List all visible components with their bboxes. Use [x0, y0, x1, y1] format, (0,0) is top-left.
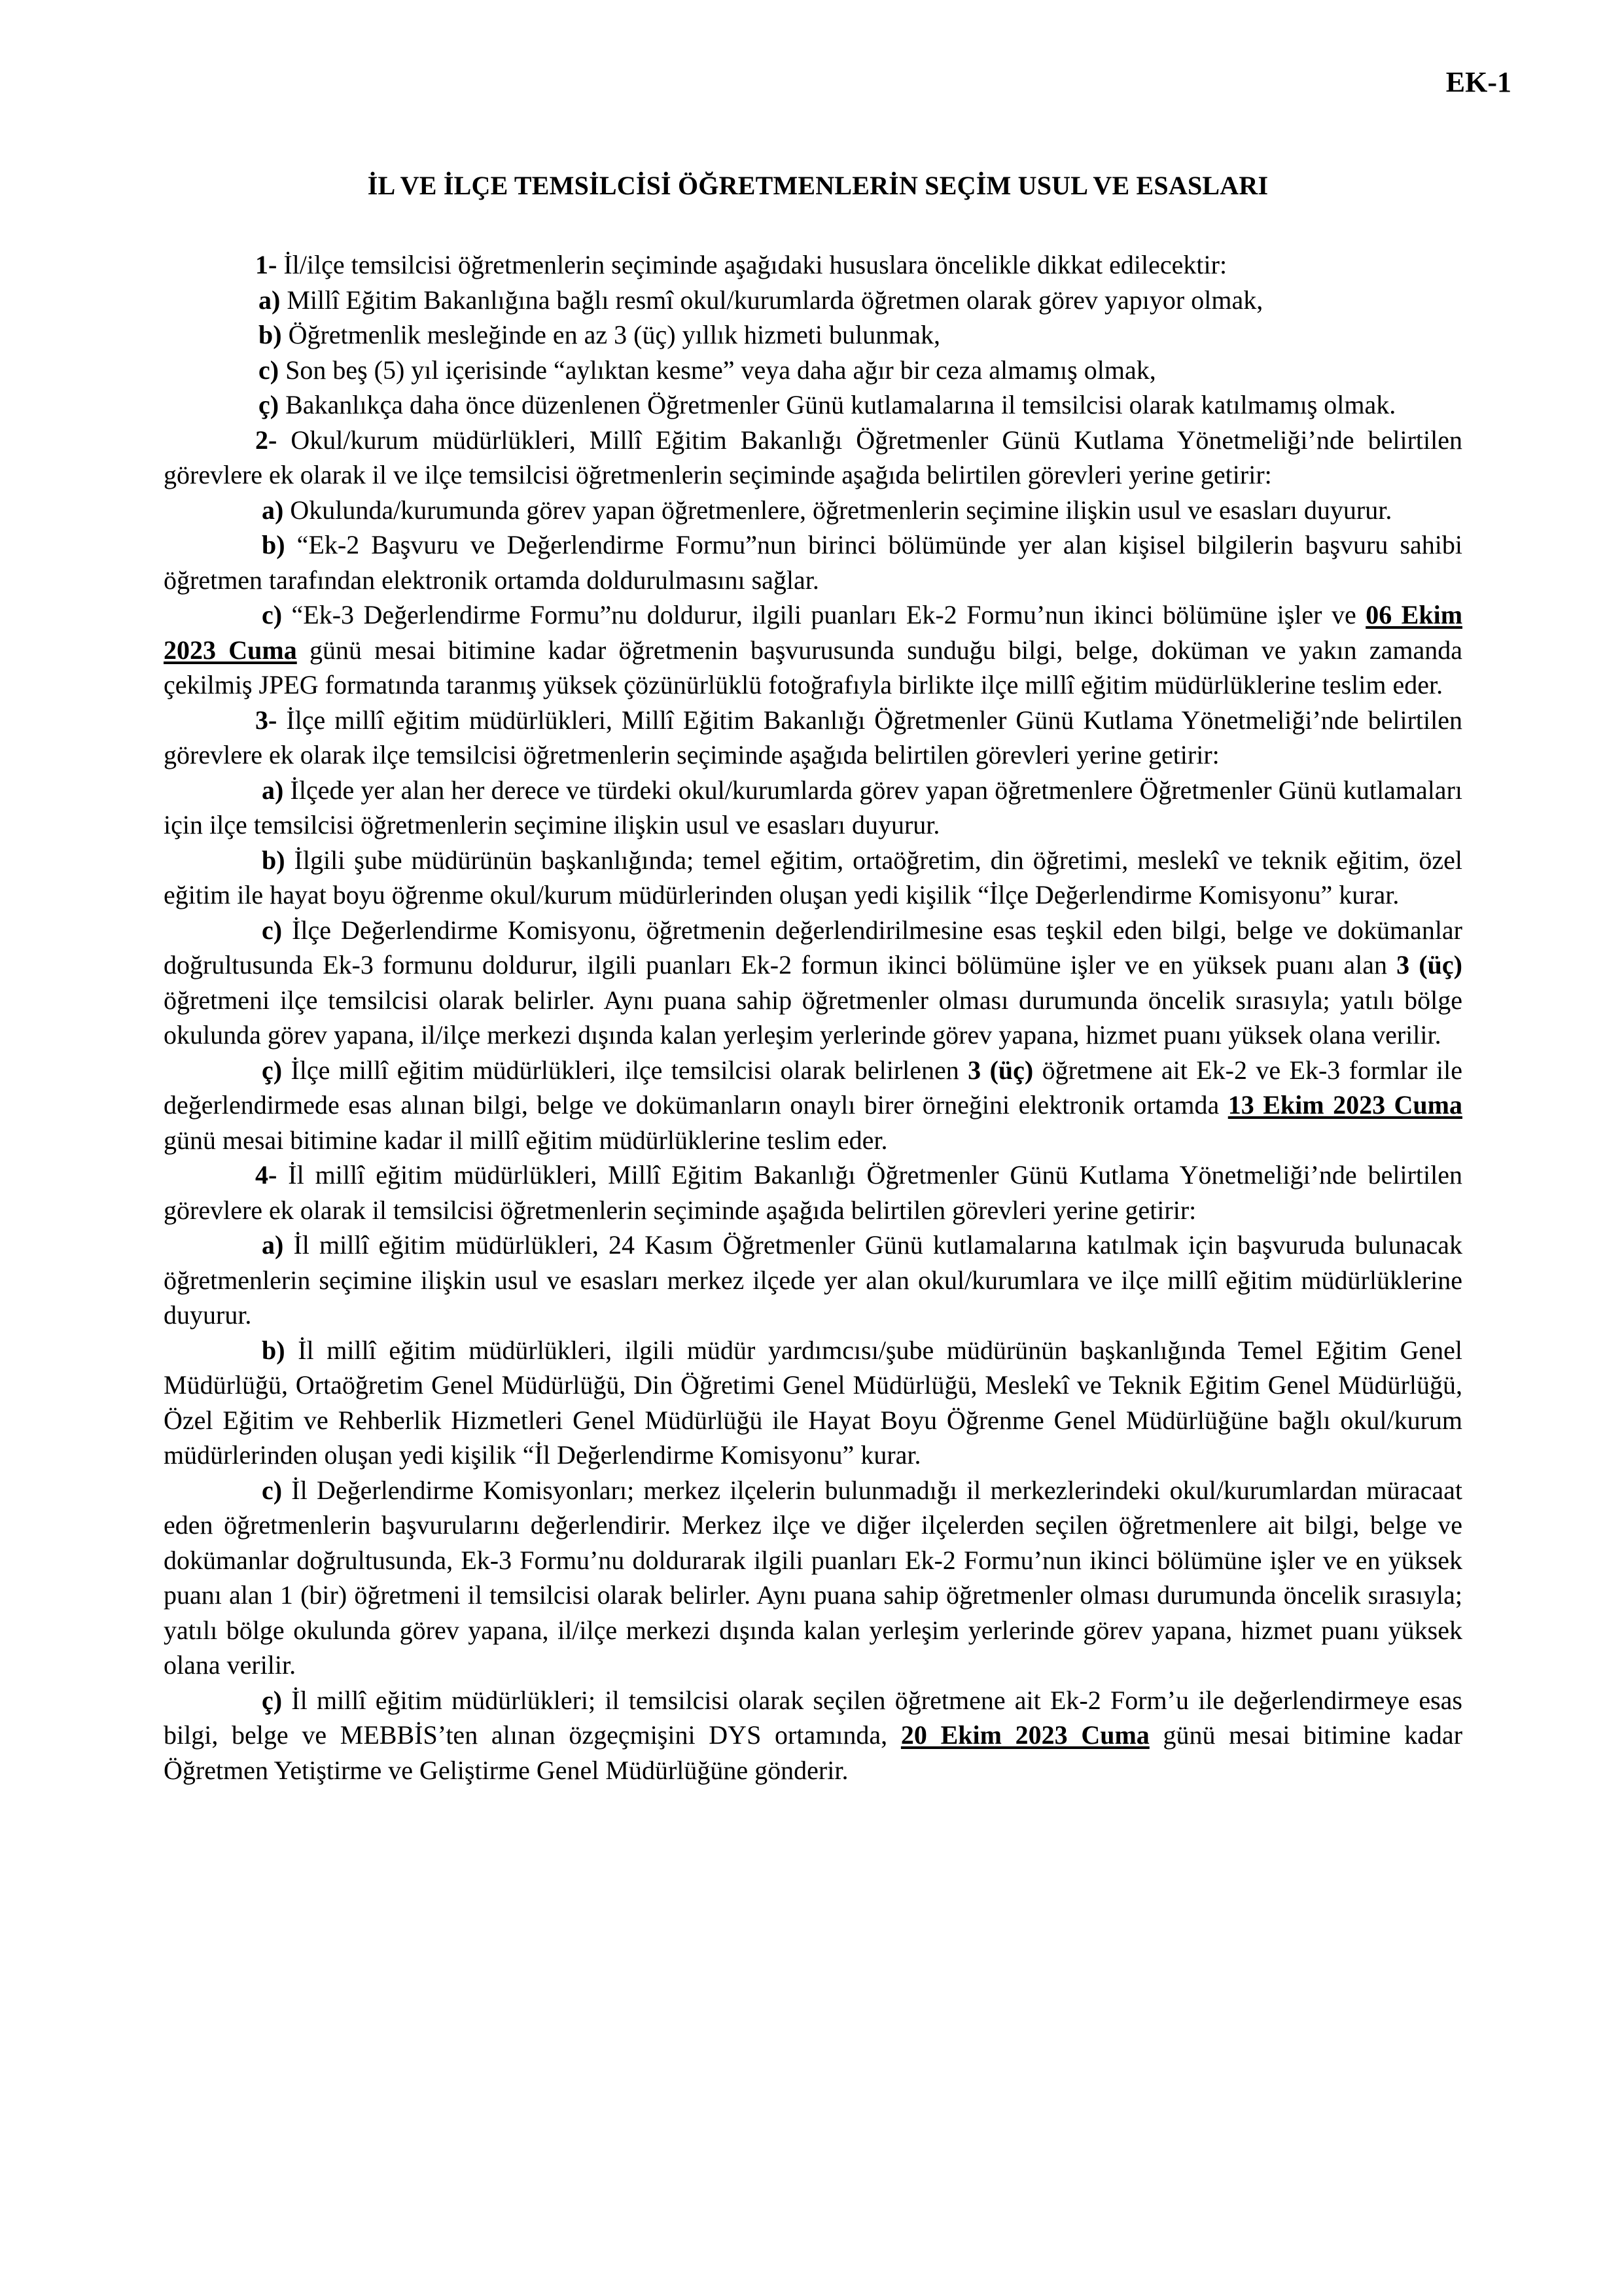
section-1-item-cc: ç) Bakanlıkça daha önce düzenlenen Öğretmenler Günü kutlamalarına il temsilcisi olarak katılmamış olmak.	[258, 390, 1396, 419]
document-body	[164, 247, 1462, 1788]
document-title: İL VE İLÇE TEMSİLCİSİ ÖĞRETMENLERİN SEÇİM USUL VE ESASLARI	[367, 171, 1269, 200]
section-1-item-b: b) Öğretmenlik mesleğinde en az 3 (üç) yıllık hizmeti bulunmak,	[258, 320, 940, 349]
section-4-intro: 4- İl millî eğitim müdürlükleri, Millî Eğitim Bakanlığı Öğretmenler Günü Kutlama Yönetmeliği’nde belirtilen görevlere ek olarak il temsilcisi öğretmenlerin seçiminde aşağıda belirtilen görevleri yerine getirir:	[164, 1160, 1462, 1225]
section-3-item-a: a) İlçede yer alan her derece ve türdeki okul/kurumlarda görev yapan öğretmenlere Öğretmenler Günü kutlamaları için ilçe temsilcisi öğretmenlerin seçimine ilişkin usul ve esasları duyurur.	[164, 775, 1462, 839]
section-4-item-b: b) İl millî eğitim müdürlükleri, ilgili müdür yardımcısı/şube müdürünün başkanlığında Temel Eğitim Genel Müdürlüğü, Ortaöğretim Genel Müdürlüğü, Din Öğretimi Genel Müdürlüğü, Meslekî ve Teknik Eğitim Genel Müdürlüğü, Özel Eğitim ve Rehberlik Hizmetleri Genel Müdürlüğü ile Hayat Boyu Öğrenme Genel Müdürlüğüne bağlı okul/kurum müdürlerinden oluşan yedi kişilik “İl Değerlendirme Komisyonu” kurar.	[164, 1335, 1462, 1470]
annex-label: EK-1	[1445, 66, 1511, 98]
section-2-intro: 2- Okul/kurum müdürlükleri, Millî Eğitim Bakanlığı Öğretmenler Günü Kutlama Yönetmeliği’nde belirtilen görevlere ek olarak il ve ilçe temsilcisi öğretmenlerin seçiminde aşağıda belirtilen görevleri yerine getirir:	[164, 425, 1462, 489]
section-2-item-a: a) Okulunda/kurumunda görev yapan öğretmenlere, öğretmenlerin seçimine ilişkin usul ve esasları duyurur.	[262, 495, 1392, 525]
section-1-item-c: c) Son beş (5) yıl içerisinde “aylıktan kesme” veya daha ağır bir ceza almamış olmak,	[258, 355, 1156, 385]
deadline-date: 20 Ekim 2023 Cuma	[900, 1720, 1150, 1750]
section-2-item-c: c) “Ek-3 Değerlendirme Formu”nu doldurur, ilgili puanları Ek-2 Formu’nun ikinci bölümüne işler ve 06 Ekim 2023 Cuma günü mesai bitimine kadar öğretmenin başvurusunda sunduğu bilgi, belge, doküman ve yakın zamanda çekilmiş JPEG formatında taranmış yüksek çözünürlüklü fotoğrafıyla birlikte ilçe millî eğitim müdürlüklerine teslim eder.	[164, 600, 1463, 699]
deadline-date: 13 Ekim 2023 Cuma	[1227, 1090, 1462, 1120]
section-1-intro: 1- İl/ilçe temsilcisi öğretmenlerin seçiminde aşağıdaki hususlara öncelikle dikkat edilecektir:	[255, 250, 1227, 279]
section-4-item-a: a) İl millî eğitim müdürlükleri, 24 Kasım Öğretmenler Günü kutlamalarına katılmak için başvuruda bulunacak öğretmenlerin seçimine ilişkin usul ve esasları merkez ilçede yer alan okul/kurumlara ve ilçe millî eğitim müdürlüklerine duyurur.	[164, 1230, 1462, 1330]
section-3-intro: 3- İlçe millî eğitim müdürlükleri, Millî Eğitim Bakanlığı Öğretmenler Günü Kutlama Yönetmeliği’nde belirtilen görevlere ek olarak ilçe temsilcisi öğretmenlerin seçiminde aşağıda belirtilen görevleri yerine getirir:	[164, 705, 1462, 769]
section-2-item-b: b) “Ek-2 Başvuru ve Değerlendirme Formu”nun birinci bölümünde yer alan kişisel bilgilerin başvuru sahibi öğretmen tarafından elektronik ortamda doldurulmasını sağlar.	[164, 530, 1462, 595]
section-3-item-c: c) İlçe Değerlendirme Komisyonu, öğretmenin değerlendirilmesine esas teşkil eden bilgi, belge ve dokümanlar doğrultusunda Ek-3 formunu doldurur, ilgili puanları Ek-2 formun ikinci bölümüne işler ve en yüksek puanı alan 3 (üç) öğretmeni ilçe temsilcisi olarak belirler. Aynı puana sahip öğretmenler olması durumunda öncelik sırasıyla; yatılı bölge okulunda görev yapana, il/ilçe merkezi dışında kalan yerleşim yerlerinde görev yapana, hizmet puanı yüksek olana verilir.	[164, 915, 1462, 1050]
section-3-item-cc: ç) İlçe millî eğitim müdürlükleri, ilçe temsilcisi olarak belirlenen 3 (üç) öğretmene ait Ek-2 ve Ek-3 formlar ile değerlendirmede esas alınan bilgi, belge ve dokümanların onaylı birer örneğini elektronik ortamda 13 Ekim 2023 Cuma günü mesai bitimine kadar il millî eğitim müdürlüklerine teslim eder.	[164, 1055, 1462, 1155]
section-4-item-cc: ç) İl millî eğitim müdürlükleri; il temsilcisi olarak seçilen öğretmene ait Ek-2 Form’u ile değerlendirmeye esas bilgi, belge ve MEBBİS’ten alınan özgeçmişini DYS ortamında, 20 Ekim 2023 Cuma günü mesai bitimine kadar Öğretmen Yetiştirme ve Geliştirme Genel Müdürlüğüne gönderir.	[164, 1685, 1463, 1785]
section-1-item-a: a) Millî Eğitim Bakanlığına bağlı resmî okul/kurumlarda öğretmen olarak görev yapıyor olmak,	[258, 285, 1263, 315]
section-4-item-c: c) İl Değerlendirme Komisyonları; merkez ilçelerin bulunmadığı il merkezlerindeki okul/kurumlardan müracaat eden öğretmenlerin başvurularını değerlendirir. Merkez ilçe ve diğer ilçelerden seçilen öğretmenlere ait bilgi, belge ve dokümanlar doğrultusunda, Ek-3 Formu’nu doldurarak ilgili puanları Ek-2 Formu’nun ikinci bölümüne işler ve en yüksek puanı alan 1 (bir) öğretmeni il temsilcisi olarak belirler. Aynı puana sahip öğretmenler olması durumunda öncelik sırasıyla; yatılı bölge okulunda görev yapana, il/ilçe merkezi dışında kalan yerleşim yerlerinde görev yapana, hizmet puanı yüksek olana verilir.	[164, 1475, 1462, 1680]
deadline-date: 06 Ekim 2023 Cuma	[164, 600, 1463, 665]
section-3-item-b: b) İlgili şube müdürünün başkanlığında; temel eğitim, ortaöğretim, din öğretimi, meslekî ve teknik eğitim, özel eğitim ile hayat boyu öğrenme okul/kurum müdürlerinden oluşan yedi kişilik “İlçe Değerlendirme Komisyonu” kurar.	[164, 845, 1462, 910]
